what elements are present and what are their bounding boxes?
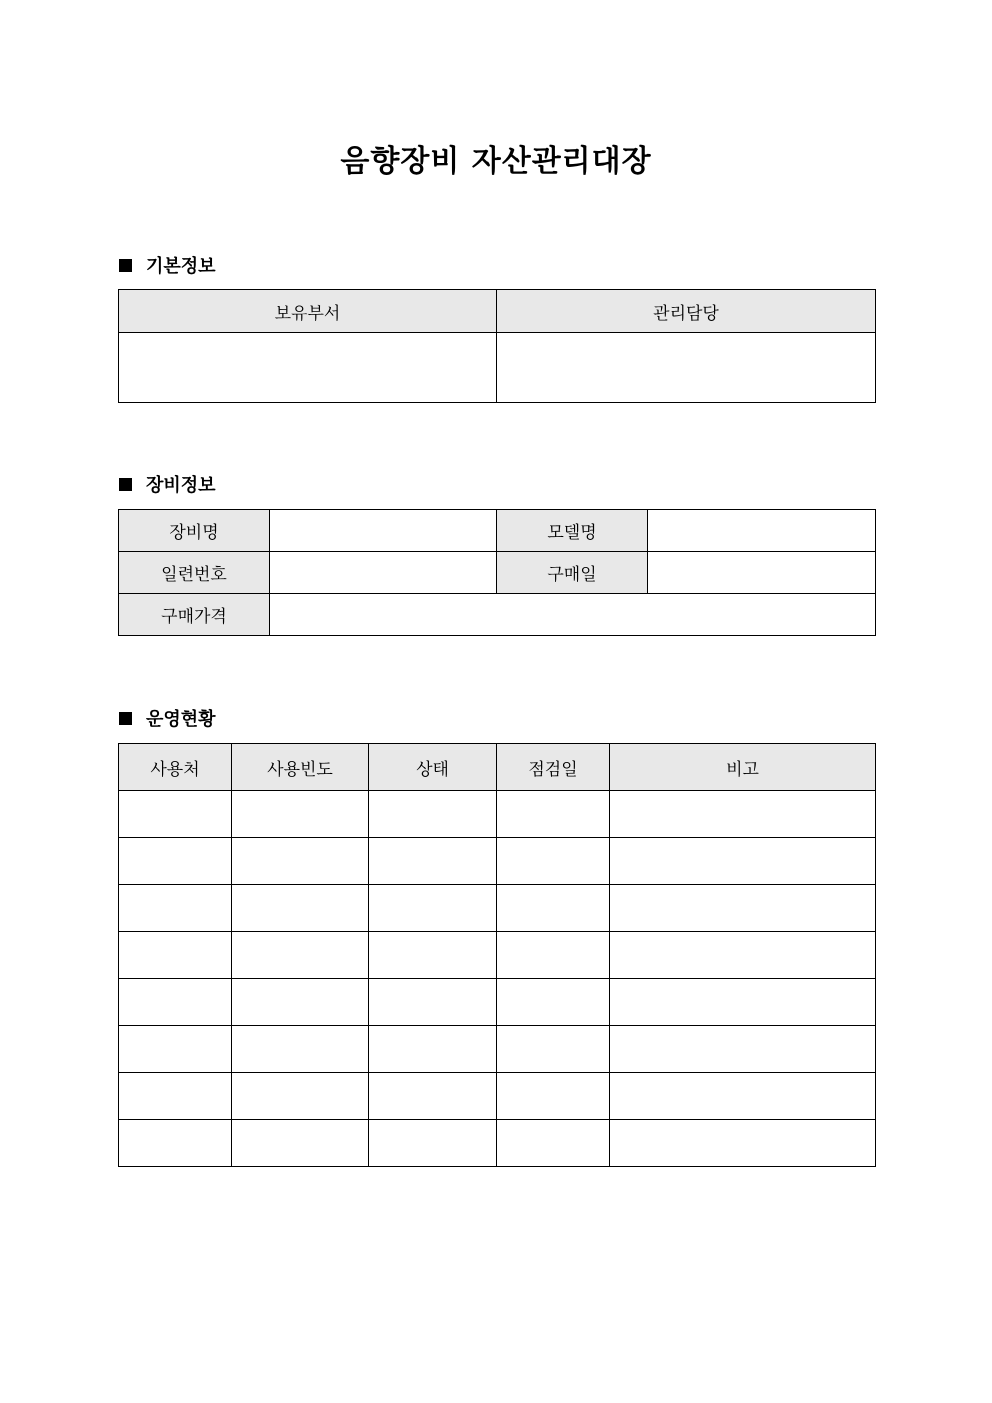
basic-info-table xyxy=(118,289,876,403)
usage-place-cell[interactable] xyxy=(119,885,232,932)
inspection-date-cell[interactable] xyxy=(497,932,610,979)
remarks-cell[interactable] xyxy=(610,1120,876,1167)
label-purchase-price: 구매가격 xyxy=(119,594,270,636)
inspection-date-cell[interactable] xyxy=(497,885,610,932)
table-row xyxy=(119,838,876,885)
remarks-cell[interactable] xyxy=(610,932,876,979)
inspection-date-cell[interactable] xyxy=(497,1073,610,1120)
usage-place-cell[interactable] xyxy=(119,1073,232,1120)
usage-frequency-cell[interactable] xyxy=(232,885,369,932)
section-heading-operations xyxy=(119,706,216,730)
status-cell[interactable] xyxy=(369,885,497,932)
usage-frequency-cell[interactable] xyxy=(232,1120,369,1167)
usage-frequency-cell[interactable] xyxy=(232,979,369,1026)
column-header-manager: 관리담당 xyxy=(497,290,876,333)
usage-place-cell[interactable] xyxy=(119,1026,232,1073)
purchase-date-value-cell[interactable] xyxy=(648,552,876,594)
section-heading-basic-info xyxy=(119,253,216,277)
section-heading-label: 기본정보 xyxy=(146,256,216,277)
square-bullet-icon xyxy=(119,478,132,491)
usage-frequency-cell[interactable] xyxy=(232,1026,369,1073)
table-row xyxy=(119,791,876,838)
model-name-value-cell[interactable] xyxy=(648,510,876,552)
label-serial-number: 일련번호 xyxy=(119,552,270,594)
remarks-cell[interactable] xyxy=(610,1026,876,1073)
label-purchase-date: 구매일 xyxy=(497,552,648,594)
table-row xyxy=(119,1073,876,1120)
remarks-cell[interactable] xyxy=(610,838,876,885)
usage-place-cell[interactable] xyxy=(119,979,232,1026)
square-bullet-icon xyxy=(119,712,132,725)
status-cell[interactable] xyxy=(369,979,497,1026)
serial-number-value-cell[interactable] xyxy=(270,552,497,594)
usage-place-cell[interactable] xyxy=(119,791,232,838)
remarks-cell[interactable] xyxy=(610,885,876,932)
table-row xyxy=(119,979,876,1026)
status-cell[interactable] xyxy=(369,1120,497,1167)
section-heading-label: 장비정보 xyxy=(146,475,216,496)
operations-table xyxy=(118,743,876,1167)
label-model-name: 모델명 xyxy=(497,510,648,552)
usage-place-cell[interactable] xyxy=(119,932,232,979)
usage-frequency-cell[interactable] xyxy=(232,932,369,979)
column-header-usage-frequency: 사용빈도 xyxy=(232,744,369,791)
column-header-inspection-date: 점검일 xyxy=(497,744,610,791)
usage-frequency-cell[interactable] xyxy=(232,791,369,838)
remarks-cell[interactable] xyxy=(610,979,876,1026)
equipment-name-value-cell[interactable] xyxy=(270,510,497,552)
column-header-remarks: 비고 xyxy=(610,744,876,791)
column-header-usage-place: 사용처 xyxy=(119,744,232,791)
status-cell[interactable] xyxy=(369,932,497,979)
status-cell[interactable] xyxy=(369,1026,497,1073)
column-header-status: 상태 xyxy=(369,744,497,791)
usage-place-cell[interactable] xyxy=(119,1120,232,1167)
table-row xyxy=(119,885,876,932)
inspection-date-cell[interactable] xyxy=(497,791,610,838)
status-cell[interactable] xyxy=(369,1073,497,1120)
purchase-price-value-cell[interactable] xyxy=(270,594,876,636)
manager-value-cell[interactable] xyxy=(497,333,876,403)
table-row xyxy=(119,1120,876,1167)
inspection-date-cell[interactable] xyxy=(497,1120,610,1167)
usage-frequency-cell[interactable] xyxy=(232,838,369,885)
department-value-cell[interactable] xyxy=(119,333,497,403)
label-equipment-name: 장비명 xyxy=(119,510,270,552)
status-cell[interactable] xyxy=(369,838,497,885)
inspection-date-cell[interactable] xyxy=(497,838,610,885)
column-header-department: 보유부서 xyxy=(119,290,497,333)
inspection-date-cell[interactable] xyxy=(497,979,610,1026)
square-bullet-icon xyxy=(119,259,132,272)
table-row xyxy=(119,1026,876,1073)
remarks-cell[interactable] xyxy=(610,791,876,838)
inspection-date-cell[interactable] xyxy=(497,1026,610,1073)
section-heading-equipment-info xyxy=(119,472,216,496)
usage-frequency-cell[interactable] xyxy=(232,1073,369,1120)
usage-place-cell[interactable] xyxy=(119,838,232,885)
equipment-info-table xyxy=(118,509,876,636)
section-heading-label: 운영현황 xyxy=(146,709,216,730)
document-title: 음향장비 자산관리대장 xyxy=(340,144,652,179)
remarks-cell[interactable] xyxy=(610,1073,876,1120)
status-cell[interactable] xyxy=(369,791,497,838)
table-row xyxy=(119,932,876,979)
